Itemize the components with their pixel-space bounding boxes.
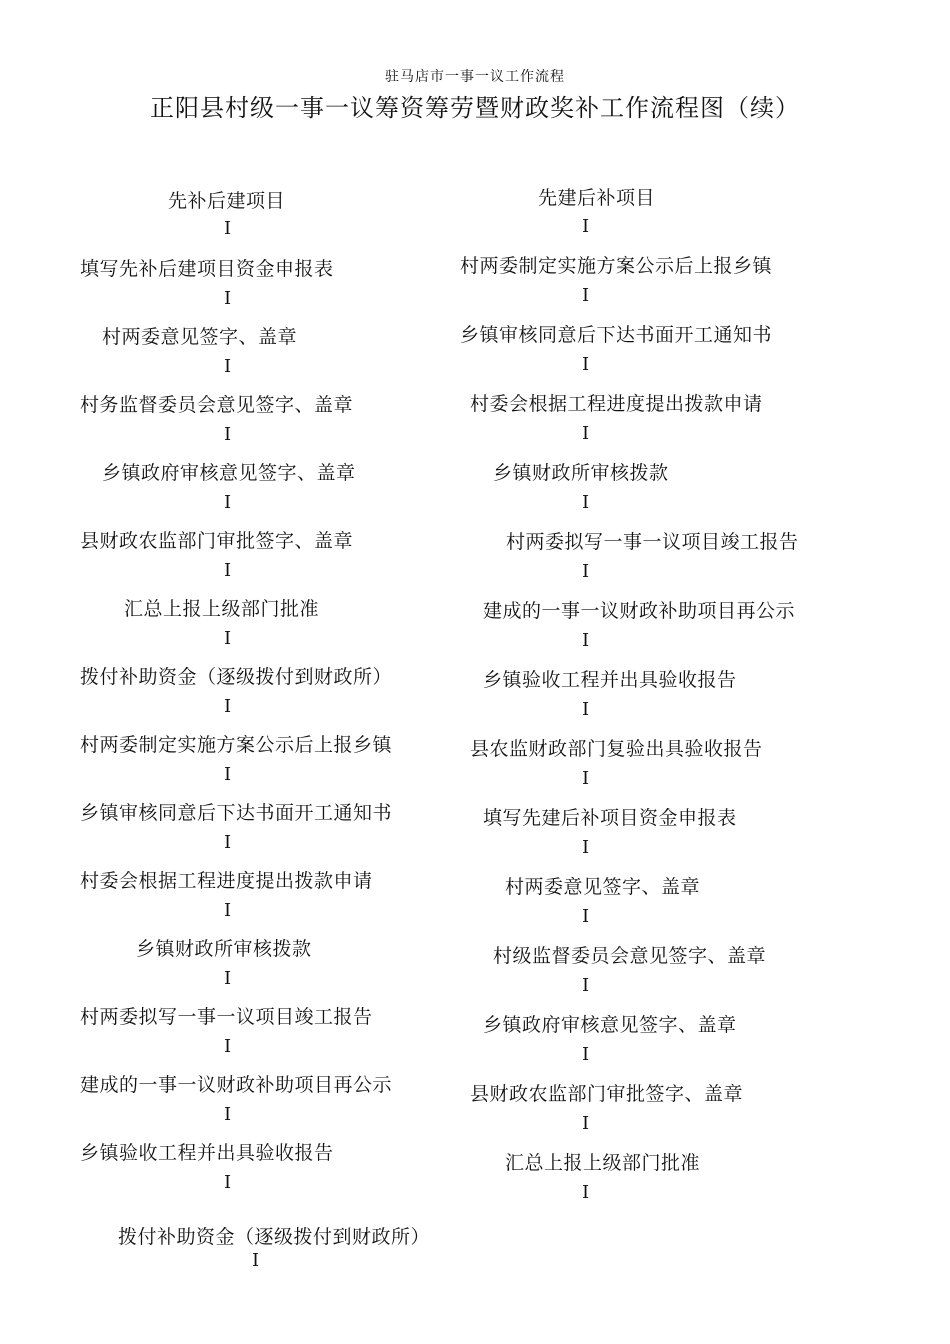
- right-column-title: 先建后补项目: [538, 187, 656, 209]
- left-flow-step: 村委会根据工程进度提出拨款申请: [80, 870, 373, 892]
- right-flow-arrow: I: [582, 561, 590, 582]
- right-flow-step: 村两委制定实施方案公示后上报乡镇: [460, 255, 773, 277]
- right-flow-arrow: I: [582, 492, 590, 513]
- left-flow-step: 乡镇政府审核意见签字、盖章: [102, 462, 356, 484]
- right-flow-arrow: I: [582, 1113, 590, 1134]
- left-flow-arrow: I: [224, 288, 232, 309]
- left-flow-step: 村两委制定实施方案公示后上报乡镇: [80, 734, 393, 756]
- left-flow-arrow: I: [224, 696, 232, 717]
- left-flow-arrow: I: [224, 492, 232, 513]
- page-subtitle: 驻马店市一事一议工作流程: [385, 69, 565, 85]
- left-flow-step: 乡镇财政所审核拨款: [136, 938, 312, 960]
- right-flow-arrow: I: [582, 837, 590, 858]
- left-flow-step: 汇总上报上级部门批准: [124, 598, 320, 620]
- right-flow-arrow: I: [582, 699, 590, 720]
- right-flow-step: 乡镇验收工程并出具验收报告: [483, 669, 737, 691]
- left-flow-arrow: I: [224, 560, 232, 581]
- right-flow-arrow: I: [582, 423, 590, 444]
- left-flow-arrow: I: [224, 764, 232, 785]
- right-flow-arrow: I: [582, 1182, 590, 1203]
- left-flow-step: 村两委拟写一事一议项目竣工报告: [80, 1006, 373, 1028]
- left-flow-step: 县财政农监部门审批签字、盖章: [80, 530, 354, 552]
- left-flow-arrow: I: [224, 1036, 232, 1057]
- right-flow-step: 汇总上报上级部门批准: [505, 1152, 701, 1174]
- left-flow-arrow: I: [224, 218, 232, 239]
- right-flow-arrow: I: [582, 630, 590, 651]
- right-flow-arrow: I: [582, 216, 590, 237]
- left-flow-arrow: I: [224, 900, 232, 921]
- right-flow-arrow: I: [582, 975, 590, 996]
- right-flow-step: 县农监财政部门复验出具验收报告: [470, 738, 763, 760]
- left-flow-arrow: I: [224, 356, 232, 377]
- right-flow-step: 村委会根据工程进度提出拨款申请: [470, 393, 763, 415]
- right-flow-step: 乡镇财政所审核拨款: [493, 462, 669, 484]
- right-flow-arrow: I: [582, 1044, 590, 1065]
- left-flow-step: 建成的一事一议财政补助项目再公示: [80, 1074, 393, 1096]
- right-flow-step: 乡镇审核同意后下达书面开工通知书: [460, 324, 773, 346]
- right-flow-step: 村级监督委员会意见签字、盖章: [493, 945, 767, 967]
- left-flow-arrow: I: [224, 1172, 232, 1193]
- left-flow-step: 乡镇审核同意后下达书面开工通知书: [80, 802, 393, 824]
- right-flow-step: 填写先建后补项目资金申报表: [483, 807, 737, 829]
- right-flow-arrow: I: [582, 906, 590, 927]
- left-flow-arrow: I: [224, 968, 232, 989]
- right-flow-arrow: I: [582, 285, 590, 306]
- right-flow-step: 村两委拟写一事一议项目竣工报告: [506, 531, 799, 553]
- right-flow-column: [460, 0, 950, 1344]
- right-flow-step: 建成的一事一议财政补助项目再公示: [483, 600, 796, 622]
- left-flow-arrow: I: [224, 832, 232, 853]
- right-flow-step: 县财政农监部门审批签字、盖章: [470, 1083, 744, 1105]
- page-title: 正阳县村级一事一议筹资筹劳暨财政奖补工作流程图（续）: [150, 94, 800, 122]
- right-flow-arrow: I: [582, 768, 590, 789]
- left-flow-step: 村两委意见签字、盖章: [102, 326, 298, 348]
- left-flow-arrow: I: [252, 1250, 260, 1271]
- left-column-title: 先补后建项目: [168, 190, 286, 212]
- right-flow-arrow: I: [582, 354, 590, 375]
- left-flow-arrow: I: [224, 1104, 232, 1125]
- left-flow-step: 填写先补后建项目资金申报表: [80, 258, 334, 280]
- left-flow-step: 拨付补助资金（逐级拨付到财政所）: [118, 1226, 431, 1248]
- right-flow-step: 村两委意见签字、盖章: [505, 876, 701, 898]
- right-flow-step: 乡镇政府审核意见签字、盖章: [483, 1014, 737, 1036]
- left-flow-arrow: I: [224, 424, 232, 445]
- left-flow-arrow: I: [224, 628, 232, 649]
- left-flow-step: 拨付补助资金（逐级拨付到财政所）: [80, 666, 393, 688]
- left-flow-step: 村务监督委员会意见签字、盖章: [80, 394, 354, 416]
- left-flow-step: 乡镇验收工程并出具验收报告: [80, 1142, 334, 1164]
